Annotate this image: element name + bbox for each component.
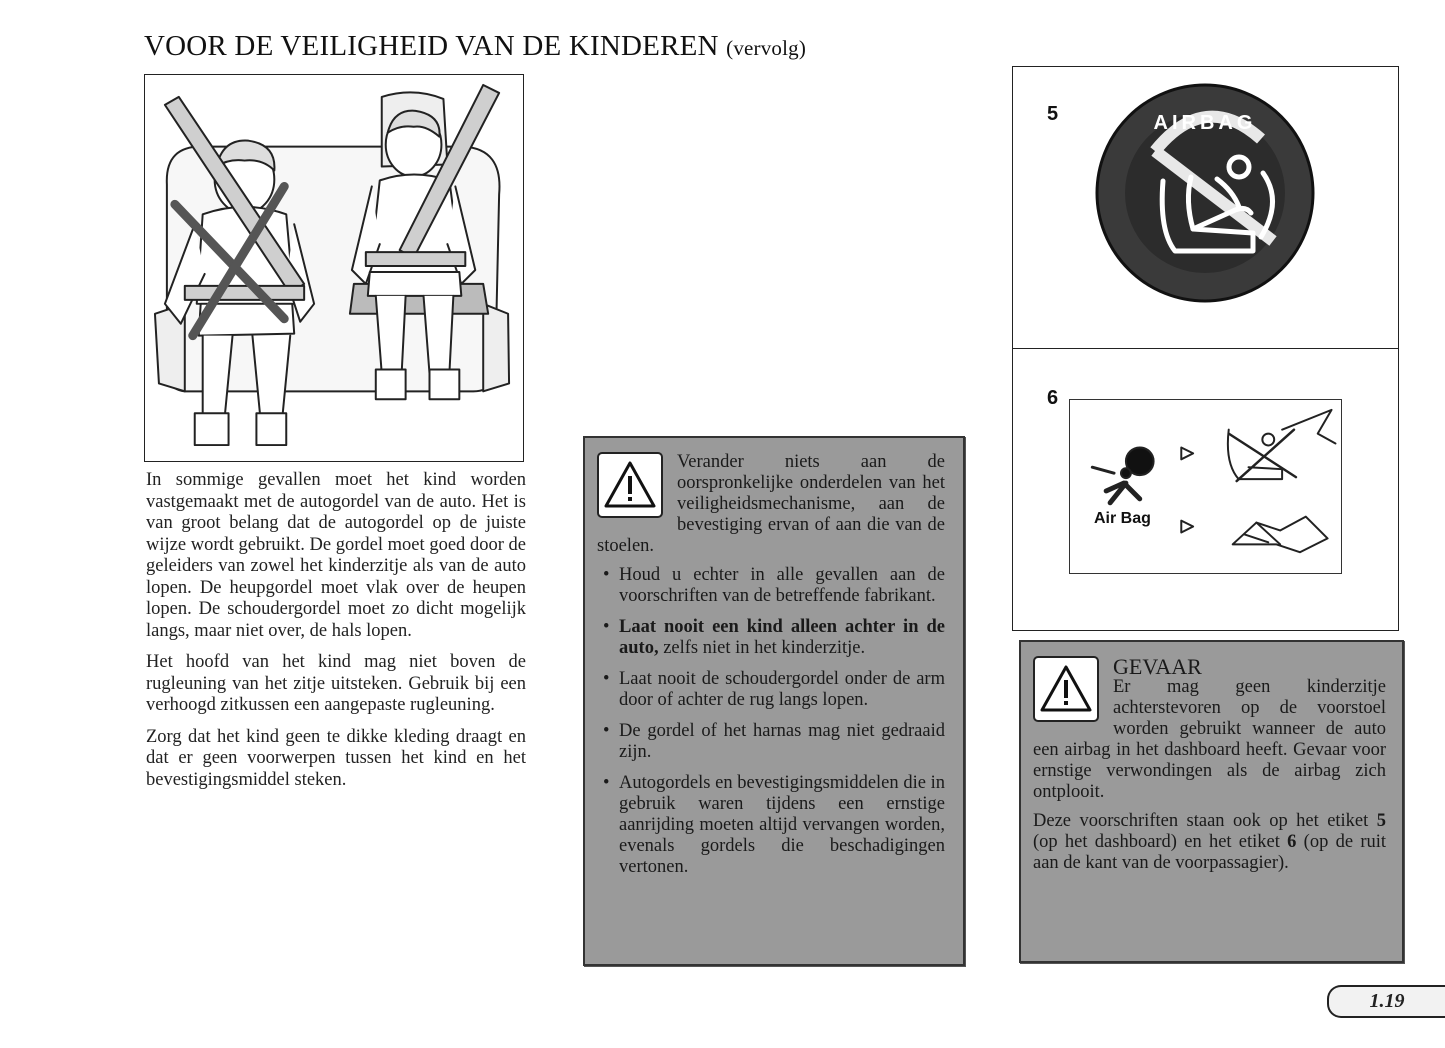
no-rear-facing-seat-airbag-icon	[1093, 81, 1318, 306]
danger-text: Er mag geen kinderzitje achterstevoren op de voorstoel worden gebruikt wanneer de auto een airbag in het dashboard heeft. Gevaar voor ernstige verwondingen als de airbag zich ontplooit.	[1033, 677, 1386, 802]
list-item	[597, 617, 945, 659]
page-number: 1.19	[1327, 985, 1445, 1018]
warning-list	[597, 565, 945, 878]
paragraph: Het hoofd van het kind mag niet boven de rugleuning van het zitje uitsteken. Gebruik bij een verhoogd zitkussen een aangepaste rugleuning.	[146, 652, 526, 715]
airbag-label-text: Air Bag	[1094, 510, 1151, 527]
page-title	[144, 30, 806, 63]
paragraph: Zorg dat het kind geen te dikke kleding draagt en dat er geen voorwerpen tussen het kind en het bevestigingsmiddel steken.	[146, 726, 526, 790]
list-item: • De gordel of het harnas mag niet gedraaid zijn.	[597, 721, 945, 763]
airbag-sign-text: AIRBAG	[1153, 112, 1257, 134]
danger-text-part: (op het dashboard) en het etiket	[1033, 832, 1288, 852]
figure-divider	[1013, 348, 1398, 349]
paragraph: In sommige gevallen moet het kind worden vastgemaakt met de autogordel van de auto. Het is van groot belang dat de autogordel op de juiste wijze wordt gebruikt. De gordel moet goed door de geleiders van zowel het kinderzitje als van de auto lopen. De heupgordel moet vlak over de heupen lopen. De schoudergordel moet zo dicht mogelijk langs, maar niet over, de hals lopen.	[146, 470, 526, 641]
danger-text-labels	[1033, 811, 1386, 874]
left-body-text	[146, 470, 526, 801]
danger-text-part: (op de ruit aan de kant van de voorpassagier).	[1033, 832, 1387, 873]
label-number-6: 6	[1287, 832, 1297, 852]
warning-intro: Verander niets aan de oorspronkelijke onderdelen van het veiligheidsmechanisme, aan de bevestiging ervan of aan die van de stoelen.	[597, 452, 945, 556]
label-number-5: 5	[1376, 811, 1386, 831]
windscreen-airbag-label	[1069, 399, 1342, 574]
arrow-icon	[1181, 447, 1193, 532]
list-item: • Laat nooit de schoudergordel onder de arm door of achter de rug langs lopen.	[597, 669, 945, 711]
danger-text-part: Deze voorschriften staan ook op het etiket	[1033, 811, 1377, 831]
airbag-label-figures	[1012, 66, 1399, 631]
airbag-person-icon	[1092, 447, 1153, 502]
list-item: • Autogordels en bevestigingsmiddelen die in gebruik waren tijdens een ernstige aanrijding moeten altijd vervangen worden, evenals gordels die beschadigingen vertonen.	[597, 773, 945, 878]
warning-triangle-icon	[1033, 656, 1099, 722]
danger-box	[1019, 640, 1404, 963]
page-title-main: VOOR DE VEILIGHEID VAN DE KINDEREN	[144, 30, 719, 62]
child-seatbelt-illustration	[144, 74, 524, 462]
list-item: • Houd u echter in alle gevallen aan de voorschriften van de betreffende fabrikant.	[597, 565, 945, 607]
warning-triangle-icon	[597, 452, 663, 518]
manual-book-icon	[1233, 517, 1328, 553]
rear-facing-seat-crossed-icon	[1228, 410, 1336, 481]
list-item-rest: zelfs niet in het kinderzitje.	[658, 638, 866, 658]
page-title-subtitle: (vervolg)	[726, 36, 807, 60]
danger-title: GEVAAR	[1113, 654, 1202, 679]
figure-number-5: 5	[1047, 103, 1059, 125]
list-item-bold: Laat nooit een kind alleen achter in de auto,	[619, 617, 945, 658]
warning-box-modifications	[583, 436, 965, 966]
figure-number-6: 6	[1047, 387, 1059, 409]
